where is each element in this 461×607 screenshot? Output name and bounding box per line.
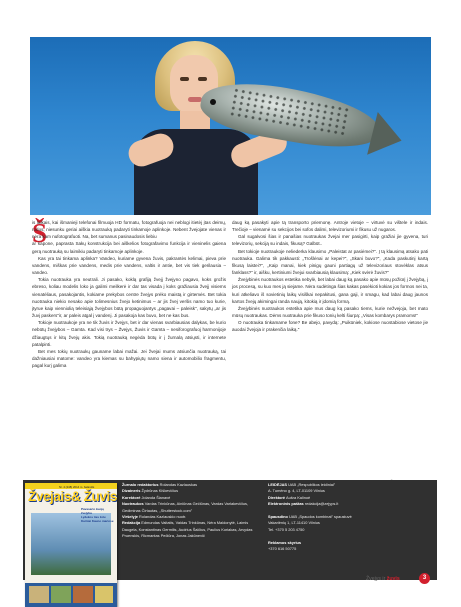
cover-blurb: Pavasario kuojų žvejyba: [81, 507, 105, 515]
cover-logo: [28, 489, 117, 504]
staff-value: Edmundas Vaitatis, Vaidas Trinkūnas, Nėra Maldonytė, Laimis Daugela, Konstantinas Germilis, Audrius Šalčius, Paulius Koriakas, Arvydas Pruenskis, Ricmantas Pečiūra, Jonas Jakūnevič: [122, 520, 253, 539]
cover-thumb: [29, 586, 49, 603]
footer-brand: žuvis: [386, 576, 400, 582]
publisher-value: UAB „Respublikos leidiniai": [288, 482, 336, 487]
cover-blurb: Karšiai Kauno mariose: [81, 519, 114, 523]
ads-label: Reklamos skyrius: [268, 539, 302, 545]
printer-label: Spausdino: [268, 514, 288, 520]
article-paragraph: Bet tokioje nuotraukoje neliederka klausimo „Paleistat ar pasiėmei?". Į tą klausimą atsako pati nuotrauka. Galima tik pakkausti: „Trošlėnai ar kepei?", „Skani buvo?", „Kada paskutinį kartą fikusą laistei?", „Kaip manai, kiek pinigų gauni partiagų už televizoriaus stovėklas atsus fanklass?" ir, aišku, kertiniumi žvejui svarbiausią klausimą: „Kiek svėrė žuvis?": [232, 248, 428, 276]
printer-value: UAB „Spaudos kombinat" spaustuvė: [288, 514, 352, 520]
article-column-left: [32, 219, 226, 369]
staff-value: Rolandas Kazlauskas: [159, 482, 198, 487]
cover-thumb: [51, 586, 71, 603]
photo-eye-right: [198, 77, 207, 81]
article-column-right: [232, 219, 428, 334]
article-paragraph: Tokioje nuotraukoje yra ne tik žuvis ir žvejys, bet ir dar vienas svarbiausias dalykas, be kurio nebūtų žvejybos – Gamta. Kad visi trys – Žvejys, Žuvis ir Gamta – nesiforografuoj harmonijoje džiaugtųs ir kitų žvejų akis. Tokią nuotrauką negėda būtų ir į žurnalą atsiųsti, ir internete patalpinti.: [32, 320, 226, 347]
cover-blurbs: [81, 507, 115, 523]
publisher-label: LEIDĖJAS: [268, 482, 288, 487]
staff-value: Rolandas Kazlauskio nuotr.: [139, 514, 187, 520]
staff-list: [122, 482, 262, 540]
article-paragraph: is laikais, kai išmanieji telefonai filmuoja HD formatu, fotografuoja nei neblogi itietėj įtas deimų, rodos, niesunku geriai aiškia nuotrauką padaryti tinkamoje aplinkoje. Nebent žvejojate vienas ir nėra kam nufotografuoti. Na, bet sumanus pasinaudosis liebiu: [32, 220, 226, 240]
footer-prefix: Žvejys ir: [366, 576, 386, 582]
cover-blurb: Lydekos ties žole: [81, 515, 106, 519]
page-number: 3: [419, 573, 430, 584]
publisher-value: Aušra Kalinoė: [285, 494, 311, 500]
publisher-label: Elektroninis paštas: [268, 501, 304, 507]
staff-label: Korektorė: [122, 494, 141, 500]
magazine-cover-thumbnail[interactable]: [25, 483, 117, 607]
staff-label: Nuotraukos: [122, 501, 144, 507]
staff-value: Jolanda Šianavė: [141, 494, 171, 500]
cover-thumb: [73, 586, 93, 603]
printer-value: Tel. +370 5 203 4750: [268, 526, 305, 532]
staff-label: Žurnalo redaktorius: [122, 482, 159, 487]
staff-value: Vardas Trinkūnas, Ainiūnas Gečiūnas, Vardas Varlakevičius, Gediminas Čirtautas, „Shutterstock.com": [122, 501, 249, 513]
printer-value: Vakariėnių 1, LT-11410 Vilnius: [268, 520, 320, 526]
cover-issue: Nr. 4 (248) 2014 m. balandis: [59, 485, 95, 489]
article-paragraph: Bet mes tokių nuotraukų gauname labai mažai. Jei žvejai mums atsiunčia nuotrauką, tai dažniausiai matome: vandeo yra kiemas su bahypiųtų namo siena ir automobilio fragmentu, pagal kurį galima: [32, 348, 226, 369]
publisher-info: [268, 482, 434, 552]
cover-photo-woman-with-fish: [30, 37, 431, 215]
cover-logo-part2: & Žuvis: [70, 489, 117, 504]
article-paragraph: Kas yra tai tinkama aplinka? Vandeo, kuriame gyvena žuvis, pakrantės kelimai, pieva prie vandens, miškas prie vandens, medis prie vandens, valtis ir antie, bet vis tiek gerilausia – vandeo.: [32, 255, 226, 276]
ads-phone: +370 616 50775: [268, 546, 297, 552]
staff-value: Žydrūnas Kiškevičius: [141, 488, 179, 494]
article-paragraph: Gal sugalvosi šias ir panašias nuotraukas žvejai mer pasigirti, kaip gražiai jie gyvena, turi televizorių, sekciją su indais, fikusą? Galbūt..: [232, 234, 428, 247]
article-paragraph: Žvejybinės nuotraukos estetika apie mus daug ką pasako tiems, kurie nežvejoja, bet mato mūsų nuotraukas. Dėms nuotrauka prie fikuso tonių kelti šiurpą: „Visas kombarys pramoms!": [232, 305, 428, 319]
staff-label: Redakcija: [122, 520, 141, 526]
staff-label: Viršelyje: [122, 514, 138, 520]
staff-line: [122, 501, 262, 514]
article-paragraph: daug ką pasakyti apie tą transporto priemonę. Antroje vietoje – virtuvė su vištele ir indais. Trečioje – vienamė su sekcijos bei sofos dalimi, televizoriumi ir fikusu už nugaros.: [232, 220, 428, 233]
article-paragraph: Tokia nuotrauka yra neutrali. Ji pasako, koklą grafiją žvejį žvejyno pagavo, koks grožis ebreso, koliau modelis loko ja galimi meilkerė ir dar tas visada į koks gražiausia žvejį visiems vienatėliaus, pasakojantis, kokiame prekybos centre žvejys prėko maistą ir girtemės. Bet tokia nuotrauka niekio nesako apie tolimesnius žvejo ketinimus – ar jis žvej veršis namo tuo kurie, įtyrue kaip vienniolią teleisiąją žvejybos būtą propaguojantys „pagavai – paleisk", sakytų „ar jis žuvį paskers"ir, ar paleis atgal į vandenį. Ji pasakoja kas buvo, bet ne kas bus.: [32, 277, 226, 319]
staff-label: Dizaineris: [122, 488, 141, 494]
publisher-value: A. Tumėno g. 4, LT-01109 Vilnius: [268, 488, 325, 494]
article-paragraph: ar kapone, paprasta Sakų konstrukcija bei aiškelios fotografavimo funkcija ir vieninelis gaiena gerą nuotrauką su laimikiu padaryti tinkamoje aplinkoje.: [32, 241, 226, 254]
cover-thumb: [95, 586, 113, 603]
article-paragraph: Žvejybinės nuotraukos estetika nebylė, bet labai daug ką pasako apie mūsų požiūrį į žvejybą, į jos procesą, su kuo mes ją siejame. Nėra sudėtinga šias kakas pasėkioti kokias jos formos nei ta, kuri atkeliavo iš sovietinių laikų visiškai nepakitusi, gana gaji, ir smagu, kad labai daug jaunos kartos žvejų akimingai randa naują, kitokią ir įdomią formą.: [232, 277, 428, 304]
cover-logo-part1: Žvejais: [28, 489, 71, 504]
photo-fish-eye: [210, 99, 216, 105]
drop-cap: Š: [32, 218, 48, 248]
page-footer: [366, 576, 400, 582]
publisher-label: Direktorė: [268, 494, 286, 500]
ads-line: [268, 546, 434, 552]
email-link[interactable]: redakcija@zejyps.lt: [304, 501, 339, 507]
article-paragraph: O nuotrauka tinkamame fone? Be abejo, pavydą: „Puikūniek, kokiose nuostabiose vietose jie auodai žvejoja ir prakenčia laiką.": [232, 320, 428, 333]
staff-line: [122, 520, 262, 539]
photo-eye-left: [180, 77, 189, 81]
